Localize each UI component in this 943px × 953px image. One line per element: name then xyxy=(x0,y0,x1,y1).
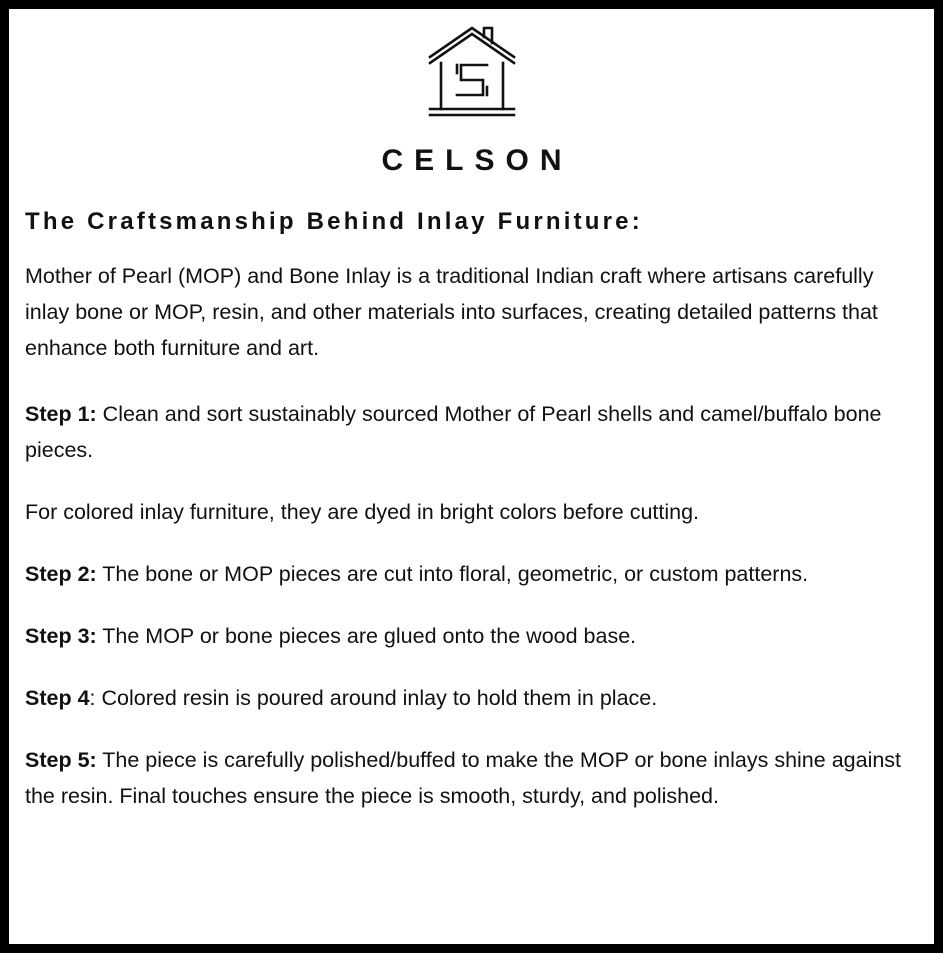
step-3-label: Step 3: xyxy=(25,624,97,648)
paragraph-step-1 xyxy=(25,396,918,468)
paragraph-intro-text: Mother of Pearl (MOP) and Bone Inlay is a traditional Indian craft where artisans carefully inlay bone or MOP, resin, and other materials into surfaces, creating detailed patterns that enhance both furniture and art. xyxy=(25,264,878,360)
page-title: The Craftsmanship Behind Inlay Furniture: xyxy=(25,208,643,235)
paragraph-step-2 xyxy=(25,556,918,592)
step-4-label: Step 4 xyxy=(25,686,90,710)
brand-header xyxy=(25,19,918,178)
note-colored-text: For colored inlay furniture, they are dyed in bright colors before cutting. xyxy=(25,500,700,524)
paragraph-step-5 xyxy=(25,742,918,814)
step-4-text: : Colored resin is poured around inlay to hold them in place. xyxy=(89,686,658,710)
house-with-s-monogram-icon xyxy=(424,23,520,121)
step-1-text: Clean and sort sustainably sourced Mother of Pearl shells and camel/buffalo bone pieces. xyxy=(25,402,882,462)
paragraph-intro xyxy=(25,258,918,366)
step-5-label: Step 5: xyxy=(25,748,97,772)
paragraph-step-4 xyxy=(25,680,918,716)
step-3-text: The MOP or bone pieces are glued onto the wood base. xyxy=(96,624,637,648)
step-2-label: Step 2: xyxy=(25,562,97,586)
paragraph-note-colored xyxy=(25,494,918,530)
step-5-text: The piece is carefully polished/buffed to make the MOP or bone inlays shine against the resin. Final touches ensure the piece is smooth, sturdy, and polished. xyxy=(25,748,902,808)
paragraph-step-3 xyxy=(25,618,918,654)
article-body xyxy=(25,258,918,814)
brand-name: CELSON xyxy=(381,144,573,177)
step-2-text: The bone or MOP pieces are cut into floral, geometric, or custom patterns. xyxy=(96,562,809,586)
step-1-label: Step 1: xyxy=(25,402,97,426)
